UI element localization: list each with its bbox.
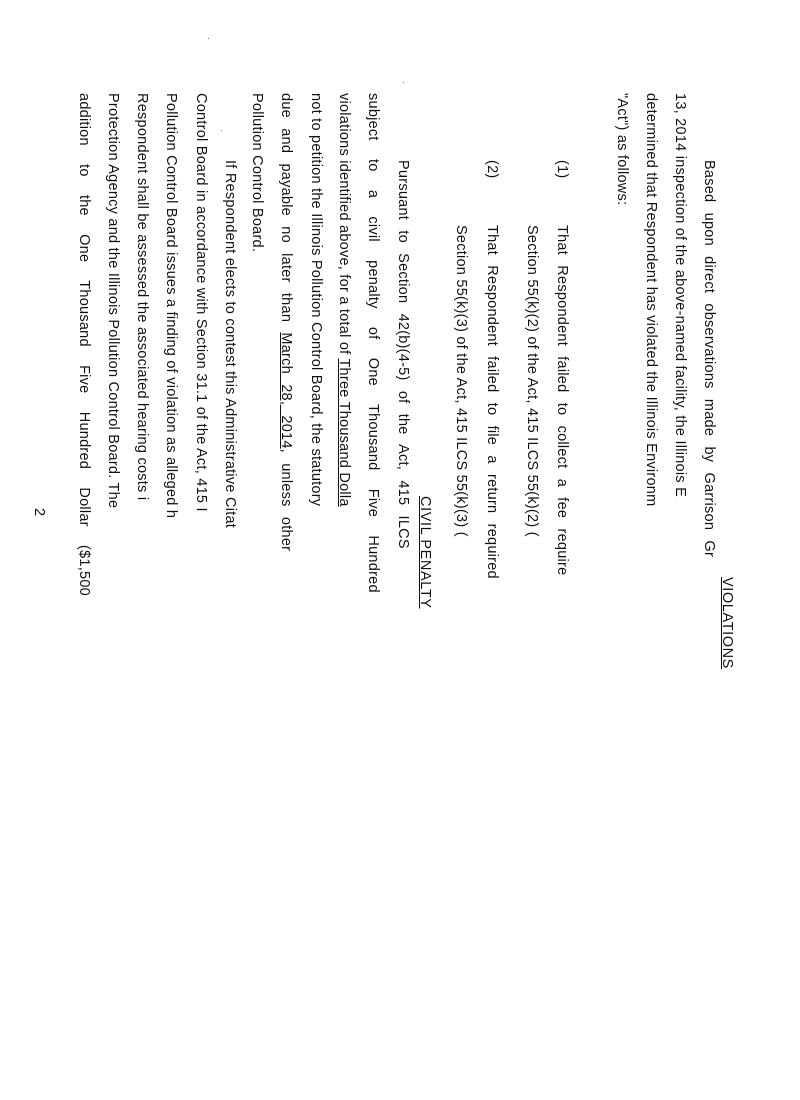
contest-line-2: Control Board in accordance with Section 31.1 of the Act, 415 I bbox=[193, 93, 209, 512]
penalty-total-amount: Three Thousand Dolla bbox=[336, 358, 352, 507]
penalty-line-5-text: due and payable no later than bbox=[278, 93, 294, 333]
contest-line-4: Respondent shall be assessed the associated hearing costs i bbox=[134, 93, 150, 501]
page-number: 2 bbox=[31, 508, 47, 517]
penalty-line-3-text: violations identified above, for a total of bbox=[336, 93, 352, 359]
violation-2-line-1: That Respondent failed to file a return required bbox=[484, 225, 500, 579]
violation-2-line-2: Section 55(k)(3) of the Act, 415 ILCS 55(k)(3) ( bbox=[453, 225, 469, 537]
intro-line-4: "Act") as follows: bbox=[614, 93, 630, 206]
rotated-document bbox=[20, 0, 740, 1100]
intro-line-2: 13, 2014 inspection of the above-named facility, the Illinois E bbox=[672, 93, 688, 497]
penalty-line-1: Pursuant to Section 42(b)(4-5) of the Act, 415 ILCS bbox=[395, 160, 411, 549]
contest-line-6: addition to the One Thousand Five Hundred Dollar ($1,500 bbox=[76, 93, 92, 596]
violations-heading: VIOLATIONS bbox=[719, 577, 735, 669]
contest-line-1: If Respondent elects to contest this Administrative Citat bbox=[222, 160, 238, 529]
penalty-line-6: Pollution Control Board. bbox=[249, 93, 265, 253]
penalty-line-5 bbox=[278, 93, 294, 551]
violation-1-line-1: That Respondent failed to collect a fee require bbox=[554, 225, 570, 576]
penalty-line-5-tail: , unless other bbox=[278, 448, 294, 552]
scan-speck bbox=[208, 38, 209, 39]
violation-1-number: (1) bbox=[554, 160, 570, 179]
contest-line-3: Pollution Control Board issues a finding of violation as alleged h bbox=[163, 93, 179, 519]
scan-speck bbox=[403, 82, 404, 83]
intro-line-3: determined that Respondent has violated the Illinois Environm bbox=[643, 93, 659, 507]
penalty-due-date: March 28, 2014 bbox=[278, 332, 294, 449]
penalty-line-3 bbox=[336, 93, 352, 507]
intro-line-1: Based upon direct observations made by Garrison Gr bbox=[701, 160, 717, 558]
penalty-line-4: not to petition the Illinois Pollution Control Board, the statutory bbox=[308, 93, 324, 507]
civil-penalty-heading: CIVIL PENALTY bbox=[417, 496, 433, 609]
scan-speck bbox=[221, 130, 222, 131]
contest-line-5: Protection Agency and the Illinois Pollution Control Board. The bbox=[105, 93, 121, 509]
violation-2-number: (2) bbox=[484, 160, 500, 179]
violation-1-line-2: Section 55(k)(2) of the Act, 415 ILCS 55(k)(2) ( bbox=[524, 225, 540, 537]
penalty-line-2: subject to a civil penalty of One Thousand Five Hundred bbox=[365, 93, 381, 593]
